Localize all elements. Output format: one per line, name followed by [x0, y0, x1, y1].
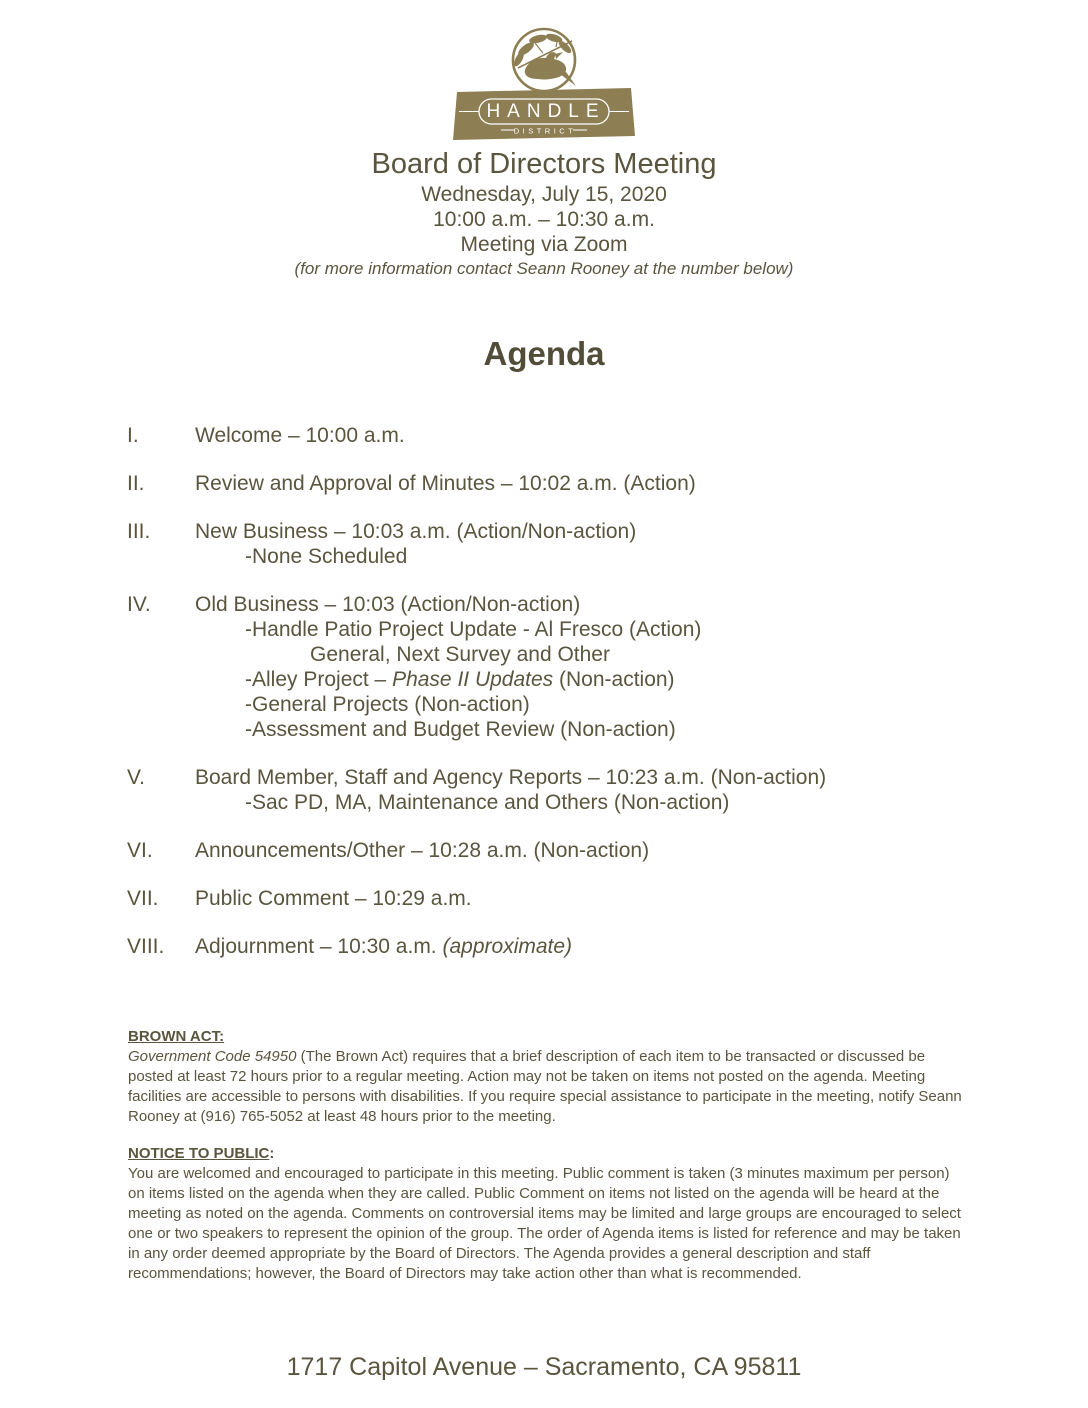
agenda-list [0, 423, 1088, 959]
logo-banner-subtitle: DISTRICT [513, 126, 577, 136]
agenda-item-numeral: III. [127, 520, 151, 543]
agenda-item-numeral: I. [127, 424, 139, 447]
agenda-item [127, 838, 1028, 863]
document-header [0, 0, 1088, 279]
agenda-item-numeral: V. [127, 766, 145, 789]
brown-act-block [128, 1027, 962, 1127]
agenda-line: -Assessment and Budget Review (Non-action) [245, 718, 676, 741]
agenda-item-lines [195, 838, 1028, 863]
agenda-item [127, 592, 1028, 742]
agenda-line: General, Next Survey and Other [310, 643, 610, 666]
agenda-item-numeral: VI. [127, 839, 153, 862]
agenda-item-lines [195, 423, 1028, 448]
logo-banner-title: HANDLE [486, 101, 606, 122]
agenda-item-lines [195, 765, 1028, 815]
notice-to-public-block [128, 1144, 962, 1284]
agenda-item-lines [195, 886, 1028, 911]
agenda-item [127, 519, 1028, 569]
agenda-item-numeral: II. [127, 472, 145, 495]
agenda-item-lines [195, 471, 1028, 496]
agenda-line: Review and Approval of Minutes – 10:02 a.m. (Action) [195, 472, 696, 495]
meeting-date: Wednesday, July 15, 2020 [421, 183, 667, 206]
agenda-line: Board Member, Staff and Agency Reports – 10:23 a.m. (Non-action) [195, 766, 827, 789]
agenda-heading: Agenda [483, 335, 605, 372]
agenda-line: -None Scheduled [245, 545, 408, 568]
agenda-item-lines [195, 934, 1028, 959]
legal-section [128, 1027, 962, 1284]
agenda-item-numeral: IV. [127, 593, 151, 616]
agenda-line: -General Projects (Non-action) [245, 693, 530, 716]
agenda-line: Adjournment – 10:30 a.m. (approximate) [195, 935, 573, 958]
agenda-item [127, 471, 1028, 496]
logo-graphic [446, 26, 642, 144]
notice-heading: NOTICE TO PUBLIC: [128, 1145, 275, 1162]
notice-text: You are welcomed and encouraged to participate in this meeting. Public comment is taken (3 minutes maximum per person) on items listed on the agenda when they are called. Public Comment on items not listed on the agenda will be heard at the meeting as noted on the agenda. Comments on controversial items may be limited and large groups are encouraged to select one or two speakers to represent the opinion of the group. The order of Agenda items is listed for reference and may be taken in any order deemed appropriate by the Board of Directors. The Agenda provides a general description and staff recommendations; however, the Board of Directors may take action other than what is recommended. [128, 1165, 961, 1282]
page-title: Board of Directors Meeting [371, 148, 717, 180]
brown-act-heading: BROWN ACT: [128, 1028, 225, 1045]
agenda-item-lines [195, 519, 1028, 569]
contact-note: (for more information contact Seann Rooney at the number below) [294, 259, 794, 278]
brown-act-text: Government Code 54950 (The Brown Act) requires that a brief description of each item to be transacted or discussed be posted at least 72 hours prior to a regular meeting. Action may not be taken on items not posted on the agenda. Meeting facilities are accessible to persons with disabilities. If you require special assistance to participate in the meeting, notify Seann Rooney at (916) 765-5052 at least 48 hours prior to the meeting. [128, 1048, 962, 1125]
agenda-line: -Sac PD, MA, Maintenance and Others (Non-action) [245, 791, 730, 814]
agenda-line: -Handle Patio Project Update - Al Fresco (Action) [245, 618, 702, 641]
meeting-location: Meeting via Zoom [460, 233, 628, 256]
agenda-item-numeral: VIII. [127, 935, 165, 958]
agenda-item-numeral: VII. [127, 887, 159, 910]
address-footer: 1717 Capitol Avenue – Sacramento, CA 95811 [286, 1353, 802, 1381]
agenda-item [127, 423, 1028, 448]
agenda-line: Public Comment – 10:29 a.m. [195, 887, 472, 910]
agenda-line: Welcome – 10:00 a.m. [195, 424, 405, 447]
agenda-line: New Business – 10:03 a.m. (Action/Non-action) [195, 520, 637, 543]
agenda-item [127, 934, 1028, 959]
agenda-item [127, 765, 1028, 815]
meeting-time: 10:00 a.m. – 10:30 a.m. [433, 208, 655, 231]
agenda-item [127, 886, 1028, 911]
agenda-item-lines [195, 592, 1028, 742]
agenda-line: Old Business – 10:03 (Action/Non-action) [195, 593, 581, 616]
agenda-line: Announcements/Other – 10:28 a.m. (Non-action) [195, 839, 650, 862]
handle-district-logo [0, 26, 1088, 144]
agenda-line: -Alley Project – Phase II Updates (Non-action) [245, 668, 675, 691]
